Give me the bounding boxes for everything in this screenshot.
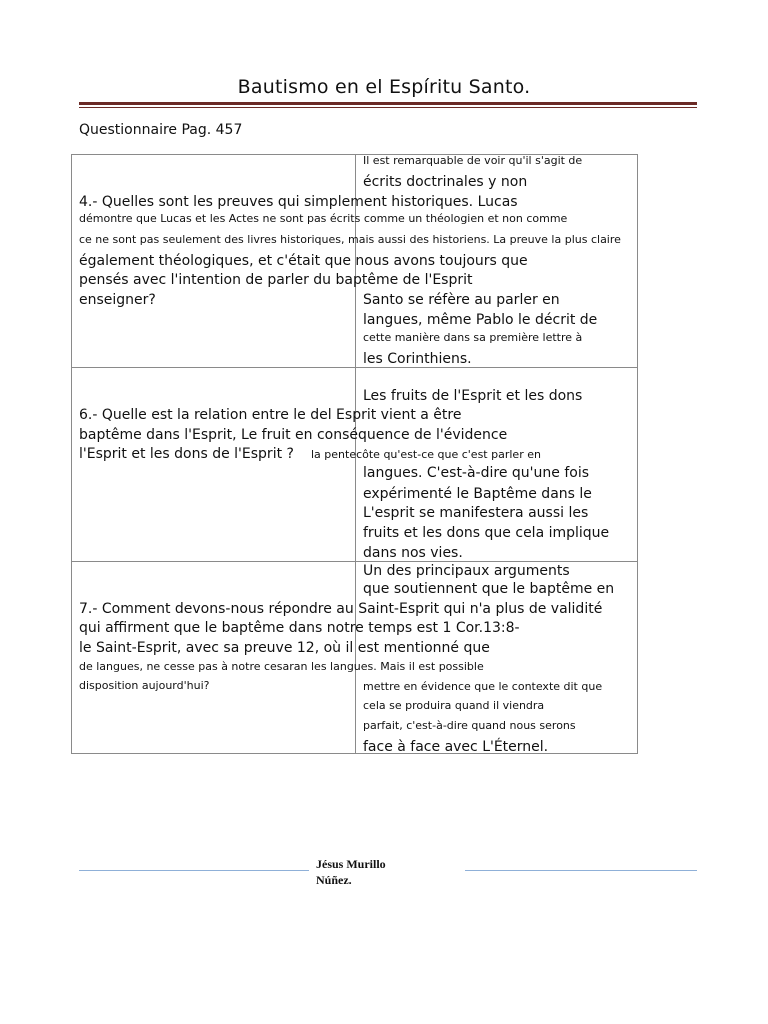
question-6-line: baptême dans l'Esprit, Le fruit en conséquence de l'évidence xyxy=(79,427,508,443)
answer-4-line: écrits doctrinales y non xyxy=(363,174,528,190)
title-rule-thick xyxy=(79,102,697,105)
question-6-line: l'Esprit et les dons de l'Esprit ? xyxy=(79,446,294,462)
question-7-line: qui affirment que le baptême dans notre temps est 1 Cor.13:8- xyxy=(79,620,520,636)
question-6-line: 6.- Quelle est la relation entre le del Esprit vient a être xyxy=(79,407,462,423)
answer-4-line: Santo se réfère au parler en xyxy=(363,292,560,308)
answer-4-line: langues, même Pablo le décrit de xyxy=(363,312,598,328)
answer-4-line: les Corinthiens. xyxy=(363,351,472,367)
signature-line-left xyxy=(79,870,309,871)
question-4-line: pensés avec l'intention de parler du baptême de l'Esprit xyxy=(79,272,473,288)
answer-6-line: Les fruits de l'Esprit et les dons xyxy=(363,388,583,404)
question-7-line: de langues, ne cesse pas à notre cesaran les langues. Mais il est possible xyxy=(79,660,484,673)
question-4-line: ce ne sont pas seulement des livres historiques, mais aussi des historiens. La preuve la plus claire xyxy=(79,233,621,246)
answer-7-line: face à face avec L'Éternel. xyxy=(363,739,549,755)
signature-name-line-2: Núñez. xyxy=(316,873,352,887)
answer-7-line: cela se produira quand il viendra xyxy=(363,699,545,712)
answer-7-line: parfait, c'est-à-dire quand nous serons xyxy=(363,719,576,732)
question-4-line: enseigner? xyxy=(79,292,156,308)
answer-6-line: la pentecôte qu'est-ce que c'est parler en xyxy=(311,448,541,461)
answer-6-line: dans nos vies. xyxy=(363,545,463,561)
answer-7-line: Un des principaux arguments xyxy=(363,563,570,579)
table-row-divider xyxy=(71,367,638,368)
answer-4-line: Il est remarquable de voir qu'il s'agit de xyxy=(363,154,583,167)
question-4-line: 4.- Quelles sont les preuves qui simplement historiques. Lucas xyxy=(79,194,518,210)
answer-7-line: mettre en évidence que le contexte dit que xyxy=(363,680,603,693)
question-7-line: le Saint-Esprit, avec sa preuve 12, où il est mentionné que xyxy=(79,640,490,656)
document-title: Bautismo en el Espíritu Santo. xyxy=(237,76,531,98)
signature-name-line-1: Jésus Murillo xyxy=(316,857,386,871)
questionnaire-reference: Questionnaire Pag. 457 xyxy=(79,122,243,138)
answer-6-line: langues. C'est-à-dire qu'une fois xyxy=(363,465,589,481)
question-7-line: disposition aujourd'hui? xyxy=(79,679,210,692)
table-row-divider xyxy=(71,561,638,562)
answer-6-line: expérimenté le Baptême dans le xyxy=(363,486,592,502)
question-4-line: également théologiques, et c'était que nous avons toujours que xyxy=(79,253,528,269)
answer-6-line: L'esprit se manifestera aussi les xyxy=(363,505,589,521)
answer-4-line: cette manière dans sa première lettre à xyxy=(363,331,583,344)
answer-7-line: que soutiennent que le baptême en xyxy=(363,581,615,597)
signature-line-right xyxy=(465,870,697,871)
question-4-line: démontre que Lucas et les Actes ne sont pas écrits comme un théologien et non comme xyxy=(79,212,568,225)
signature-name xyxy=(316,856,386,888)
title-rule-thin xyxy=(79,107,697,108)
question-7-line: 7.- Comment devons-nous répondre au Saint-Esprit qui n'a plus de validité xyxy=(79,601,603,617)
answer-6-line: fruits et les dons que cela implique xyxy=(363,525,610,541)
